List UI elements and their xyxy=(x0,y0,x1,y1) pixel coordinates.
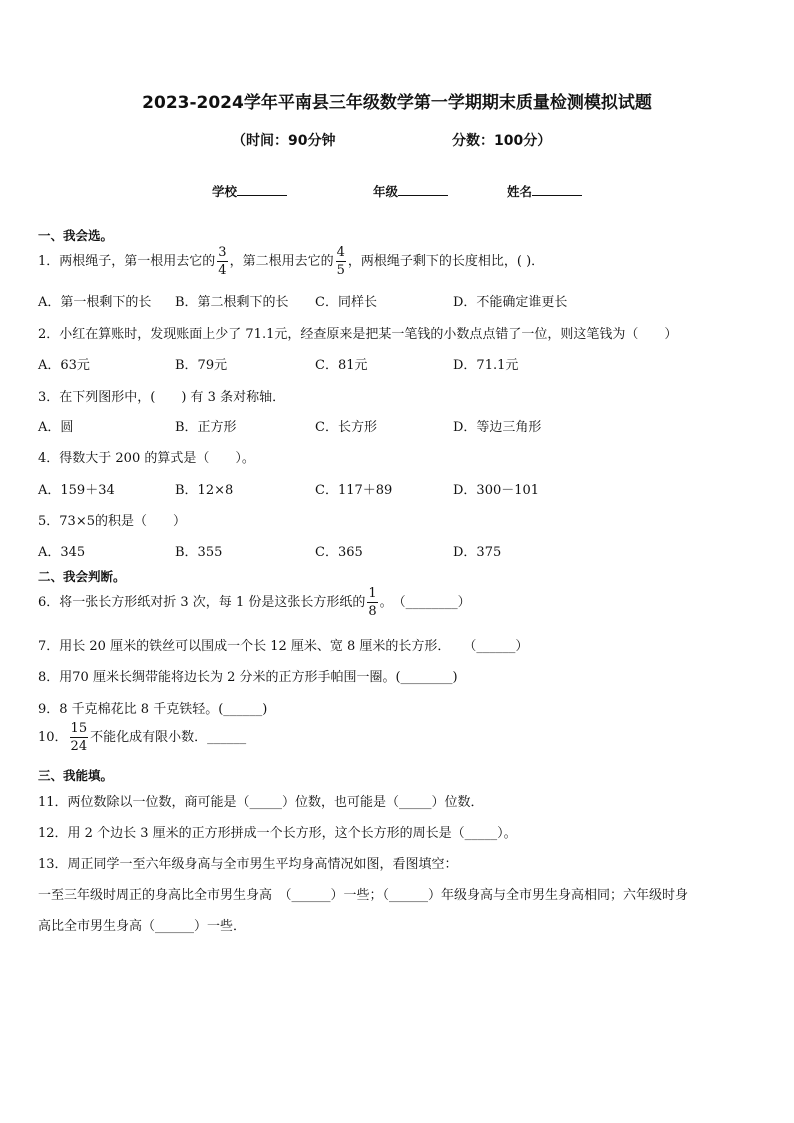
grade-label: 年级 xyxy=(373,184,399,199)
question-1-text-a: 1．两根绳子，第一根用去它的 xyxy=(38,254,216,269)
question-2: 2．小红在算账时，发现账面上少了 71.1元，经查原来是把某一笔钱的小数点点错了一位，则这笔钱为（ ） xyxy=(38,327,678,342)
fraction-numerator: 3 xyxy=(218,245,227,260)
fraction-four-fifths xyxy=(336,246,346,277)
question-9: 9．8 千克棉花比 8 千克铁轻。(______) xyxy=(38,702,268,717)
q3-option-c[interactable]: C．长方形 xyxy=(315,420,377,435)
q4-option-d[interactable]: D．300－101 xyxy=(453,483,540,498)
question-10-number: 10． xyxy=(38,730,68,745)
q3-option-b[interactable]: B．正方形 xyxy=(175,420,237,435)
fraction-denominator: 5 xyxy=(336,263,345,278)
school-blank[interactable] xyxy=(237,183,287,196)
exam-score: 分数：100分） xyxy=(452,133,552,149)
fraction-numerator: 4 xyxy=(336,245,345,260)
section-heading-choice: 一、我会选。 xyxy=(38,228,114,243)
fraction-three-quarters xyxy=(217,246,227,277)
question-1 xyxy=(38,246,544,277)
fraction-fifteen-twentyfourths xyxy=(70,722,89,753)
question-13-line-3: 高比全市男生身高（______）一些． xyxy=(38,919,247,934)
q1-option-b[interactable]: B．第二根剩下的长 xyxy=(175,295,289,310)
question-10 xyxy=(38,722,246,753)
q5-option-d[interactable]: D．375 xyxy=(453,545,502,560)
question-6 xyxy=(38,587,471,618)
question-10-text: 不能化成有限小数．______ xyxy=(90,730,247,745)
question-8: 8．用70 厘米长绸带能将边长为 2 分米的正方形手帕围一圈。(________) xyxy=(38,670,458,685)
q2-option-d[interactable]: D．71.1元 xyxy=(453,358,519,373)
question-6-text-a: 6．将一张长方形纸对折 3 次，每 1 份是这张长方形纸的 xyxy=(38,595,366,610)
section-heading-fill: 三、我能填。 xyxy=(38,768,114,783)
q3-option-a[interactable]: A．圆 xyxy=(38,420,74,435)
fraction-denominator: 4 xyxy=(218,263,227,278)
exam-time: （时间：90分钟 xyxy=(232,133,336,149)
question-13-intro: 13．周正同学一至六年级身高与全市男生平均身高情况如图，看图填空： xyxy=(38,857,458,872)
question-7: 7．用长 20 厘米的铁丝可以围成一个长 12 厘米、宽 8 厘米的长方形． （______） xyxy=(38,639,529,654)
fraction-denominator: 24 xyxy=(70,739,88,754)
q4-option-c[interactable]: C．117＋89 xyxy=(315,483,393,498)
fraction-numerator: 1 xyxy=(368,586,377,601)
question-12: 12．用 2 个边长 3 厘米的正方形拼成一个长方形，这个长方形的周长是（_____）。 xyxy=(38,826,517,841)
school-label: 学校 xyxy=(212,184,238,199)
page-title: 2023-2024学年平南县三年级数学第一学期期末质量检测模拟试题 xyxy=(142,93,652,113)
section-heading-judge: 二、我会判断。 xyxy=(38,569,126,584)
fraction-one-eighth xyxy=(367,587,377,618)
school-field[interactable] xyxy=(212,182,287,200)
question-5: 5．73×5的积是（ ） xyxy=(38,514,186,529)
q2-option-b[interactable]: B．79元 xyxy=(175,358,228,373)
q2-option-a[interactable]: A．63元 xyxy=(38,358,90,373)
q5-option-b[interactable]: B．355 xyxy=(175,545,223,560)
grade-blank[interactable] xyxy=(398,183,448,196)
q5-option-a[interactable]: A．345 xyxy=(38,545,86,560)
name-field[interactable] xyxy=(507,182,582,200)
q1-option-d[interactable]: D．不能确定谁更长 xyxy=(453,295,568,310)
question-1-text-c: ，两根绳子剩下的长度相比，( )． xyxy=(347,254,545,269)
question-1-text-b: ，第二根用去它的 xyxy=(229,254,334,269)
q1-option-a[interactable]: A．第一根剩下的长 xyxy=(38,295,152,310)
name-blank[interactable] xyxy=(532,183,582,196)
q1-option-c[interactable]: C．同样长 xyxy=(315,295,377,310)
name-label: 姓名 xyxy=(507,184,533,199)
q4-option-b[interactable]: B．12×8 xyxy=(175,483,234,498)
question-11: 11．两位数除以一位数，商可能是（_____）位数，也可能是（_____）位数． xyxy=(38,795,484,810)
question-13-line-2: 一至三年级时周正的身高比全市男生身高 （______）一些；（______）年级身高与全市男生身高相同；六年级时身 xyxy=(38,888,689,903)
q2-option-c[interactable]: C．81元 xyxy=(315,358,368,373)
question-4: 4．得数大于 200 的算式是（ ）。 xyxy=(38,451,255,466)
fraction-numerator: 15 xyxy=(70,721,88,736)
question-6-text-b: 。 （________） xyxy=(379,595,471,610)
q4-option-a[interactable]: A．159＋34 xyxy=(38,483,115,498)
q5-option-c[interactable]: C．365 xyxy=(315,545,363,560)
q3-option-d[interactable]: D．等边三角形 xyxy=(453,420,542,435)
question-3: 3．在下列图形中，( ) 有 3 条对称轴． xyxy=(38,390,286,405)
fraction-denominator: 8 xyxy=(368,604,377,619)
grade-field[interactable] xyxy=(373,182,448,200)
